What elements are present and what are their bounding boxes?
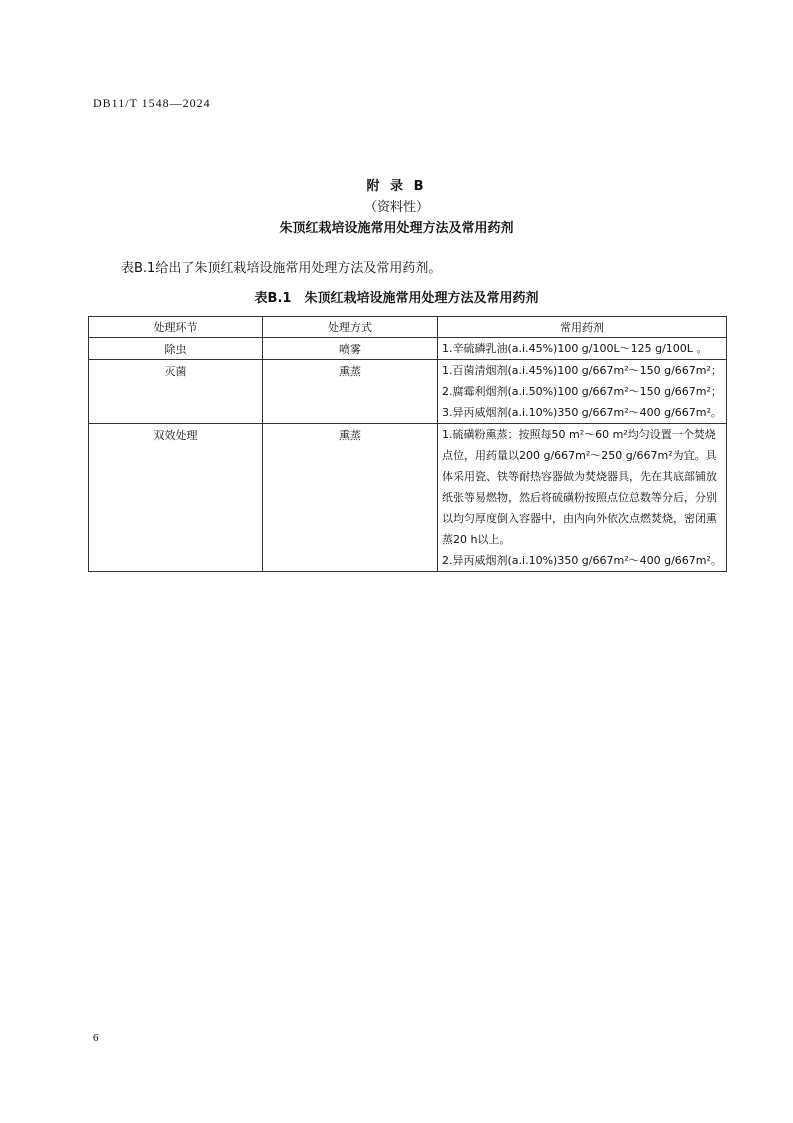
agent-line: 2.腐霉利烟剂(a.i.50%)100 g/667m²～150 g/667m²；	[442, 385, 722, 398]
agent-paragraph: 1.硫磺粉熏蒸：按照每50 m²～60 m²均匀设置一个焚烧点位，用药量以200 g/667m²～250 g/667m²为宜。具体采用瓷、铁等耐热容器做为焚烧器具，先在其底部铺放纸张等易燃物，然后将硫磺粉按照点位总数等分后，分别以均匀厚度倒入容器中，由内向外依次点燃焚烧，密闭熏蒸20 h以上。	[442, 428, 717, 546]
table-caption: 表B.1 朱顶红栽培设施常用处理方法及常用药剂	[254, 291, 539, 306]
table-row	[89, 360, 727, 424]
agents-cell	[438, 360, 727, 424]
table-row	[89, 338, 727, 360]
agent-line: 1.辛硫磷乳油(a.i.45%)100 g/100L～125 g/100L 。	[442, 342, 708, 355]
stage-cell: 双效处理	[89, 424, 263, 572]
agent-line: 3.异丙威烟剂(a.i.10%)350 g/667m²～400 g/667m²。	[442, 406, 722, 419]
header-method: 处理方式	[263, 317, 438, 338]
appendix-subject: 朱顶红栽培设施常用处理方法及常用药剂	[279, 221, 514, 236]
table-header-row	[89, 317, 727, 338]
header-agents: 常用药剂	[438, 317, 727, 338]
agent-line: 1.百菌清烟剂(a.i.45%)100 g/667m²～150 g/667m²；	[442, 364, 722, 377]
treatment-table	[88, 316, 727, 572]
table-row	[89, 424, 727, 572]
intro-paragraph: 表B.1给出了朱顶红栽培设施常用处理方法及常用药剂。	[121, 261, 442, 276]
header-stage: 处理环节	[89, 317, 263, 338]
page-number: 6	[93, 1032, 99, 1044]
stage-cell: 灭菌	[89, 360, 263, 424]
appendix-title: 附 录 B	[366, 179, 427, 194]
method-cell: 熏蒸	[263, 360, 438, 424]
method-cell: 熏蒸	[263, 424, 438, 572]
appendix-nature: （资料性）	[363, 200, 429, 215]
stage-cell: 除虫	[89, 338, 263, 360]
agents-cell	[438, 338, 727, 360]
document-code: DB11/T 1548—2024	[93, 96, 211, 110]
method-cell: 喷雾	[263, 338, 438, 360]
agent-line: 2.异丙威烟剂(a.i.10%)350 g/667m²～400 g/667m²。	[442, 554, 722, 567]
agents-cell	[438, 424, 727, 572]
